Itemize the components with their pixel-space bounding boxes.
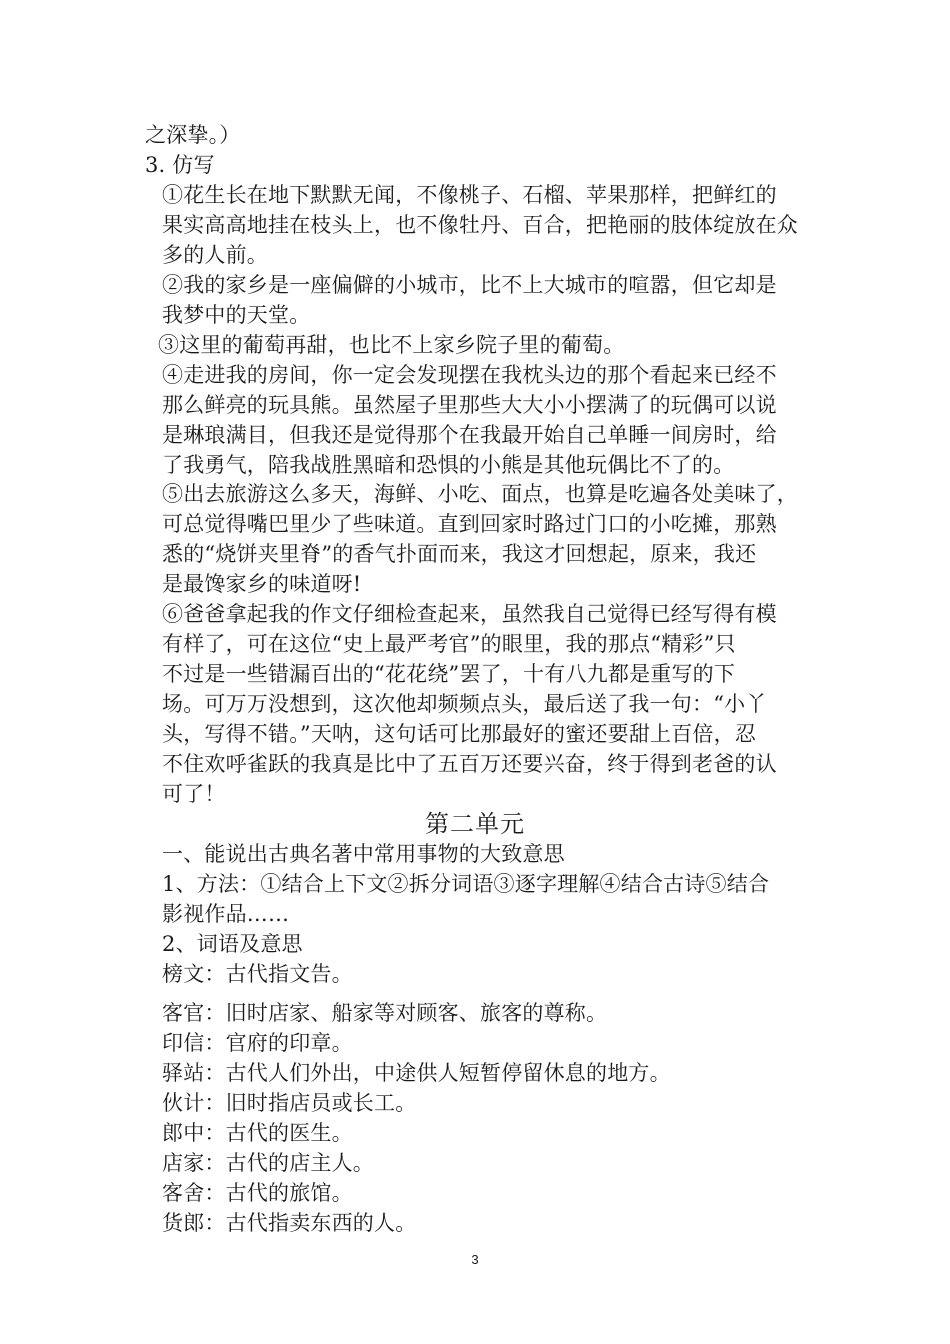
method-line: 1、方法：①结合上下文②拆分词语③逐字理解④结合古诗⑤结合 — [162, 871, 770, 896]
vocab-title: 2、词语及意思 — [162, 931, 303, 956]
imitation-item-line: 场。可万万没想到，这次他却频频点头，最后送了我一句：“小丫 — [162, 692, 767, 717]
unit-heading: 第二单元 — [425, 810, 525, 839]
imitation-item-line: 我梦中的天堂。 — [162, 302, 311, 327]
imitation-item-line: 果实高高地挂在枝头上，也不像牡丹、百合，把艳丽的肢体绽放在众 — [162, 212, 798, 237]
method-line: 影视作品…… — [162, 901, 290, 926]
page-number: 3 — [471, 1252, 479, 1267]
intro-tail-text: 之深挚。） — [145, 123, 241, 147]
vocab-item: 客舍：古代的旅馆。 — [162, 1181, 353, 1206]
imitation-item-line: ②我的家乡是一座偏僻的小城市，比不上大城市的喧嚣，但它却是 — [162, 272, 777, 297]
vocab-item: 店家：古代的店主人。 — [162, 1151, 374, 1176]
imitation-item-line: ④走进我的房间，你一定会发现摆在我枕头边的那个看起来已经不 — [162, 362, 777, 387]
imitation-item-line: 那么鲜亮的玩具熊。虽然屋子里那些大大小小摆满了的玩偶可以说 — [162, 392, 777, 417]
imitation-item-line: 是最馋家乡的味道呀! — [162, 572, 362, 597]
imitation-item-line: 头，写得不错。”天呐，这句话可比那最好的蜜还要甜上百倍，忍 — [162, 722, 757, 747]
imitation-item-line: ③这里的葡萄再甜，也比不上家乡院子里的葡萄。 — [158, 332, 625, 357]
vocab-item: 驿站：古代人们外出，中途供人短暂停留休息的地方。 — [162, 1061, 671, 1086]
imitation-item-line: 不过是一些错漏百出的“花花绕”罢了，十有八九都是重写的下 — [162, 662, 736, 687]
imitation-item-line: 有样了，可在这位“史上最严考官”的眼里，我的那点“精彩”只 — [162, 632, 736, 657]
vocab-item: 郎中：古代的医生。 — [162, 1121, 353, 1146]
vocab-item: 印信：官府的印章。 — [162, 1031, 353, 1056]
vocab-item: 榜文：古代指文告。 — [162, 961, 353, 986]
imitation-item-line: 不住欢呼雀跃的我真是比中了五百万还要兴奋，终于得到老爸的认 — [162, 752, 777, 777]
imitation-item-line: 了我勇气，陪我战胜黑暗和恐惧的小熊是其他玩偶比不了的。 — [162, 452, 735, 477]
imitation-item-line: 可了！ — [162, 782, 226, 807]
vocab-item: 货郎：古代指卖东西的人。 — [162, 1211, 417, 1235]
vocab-item: 客官：旧时店家、船家等对顾客、旅客的尊称。 — [162, 1001, 608, 1026]
imitation-item-line: 多的人前。 — [162, 242, 268, 267]
vocab-item: 伙计：旧时指店员或长工。 — [162, 1091, 417, 1116]
imitation-item-line: ⑥爸爸拿起我的作文仔细检查起来，虽然我自己觉得已经写得有模 — [162, 602, 777, 627]
imitation-item-line: 悉的“烧饼夹里脊”的香气扑面而来，我这才回想起，原来，我还 — [162, 542, 757, 567]
unit-subheading: 一、能说出古典名著中常用事物的大致意思 — [162, 841, 565, 866]
imitation-item-line: ①花生长在地下默默无闻，不像桃子、石榴、苹果那样，把鲜红的 — [162, 182, 777, 207]
imitation-item-line: ⑤出去旅游这么多天，海鲜、小吃、面点，也算是吃遍各处美味了， — [162, 482, 798, 507]
section-title-imitation-writing: 3. 仿写 — [145, 152, 215, 177]
imitation-item-line: 可总觉得嘴巴里少了些味道。直到回家时路过门口的小吃摊，那熟 — [162, 512, 777, 537]
imitation-item-line: 是琳琅满目，但我还是觉得那个在我最开始自己单睡一间房时，给 — [162, 422, 777, 447]
